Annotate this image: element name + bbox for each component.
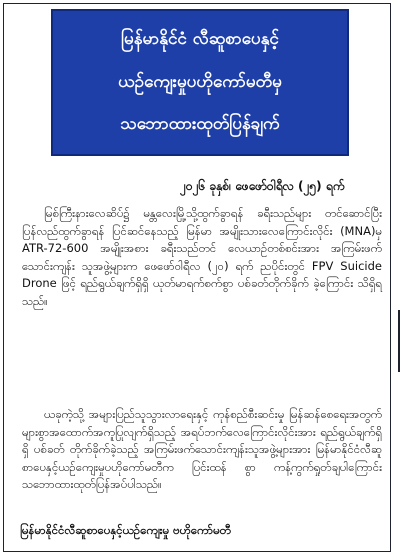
banner-title-line-1: မြန်မာနိုင်ငံ လီဆူစာပေနှင့်	[121, 29, 279, 50]
banner-title-line-2: ယဉ်ကျေးမှုပဟိုကော်မတီမှ	[118, 71, 282, 92]
issuer-signature: မြန်မာနိုင်ငံလီဆူစာပေနှင့်ယဉ်ကျေးမှု ဗဟိုကော်မတီ	[20, 523, 231, 537]
body-paragraph-2: ယခုကဲ့သို့ အများပြည်သူသွားလာရေးနှင့် ကုန်စည်စီးဆင်းမှု မြန်ဆန်စေရေးအတွက် များစွာအထောက်အကူပြုလျက်ရှိသည့် အရပ်ဘက်လေကြောင်းလိုင်းအား ရည်ရွယ်ချက်ရှိရှိ ပစ်ခတ် တိုက်ခိုက်ခဲ့သည့် အကြမ်းဖက်သောင်းကျန်းသူအဖွဲ့များအား မြန်မာနိုင်ငံလီဆူစာပေနှင့်ယဉ်ကျေးမှုပဟိုကော်မတီက ပြင်းထန် စွာ ကန့်ကွက်ရှုတ်ချပါကြောင်း သဘောထားထုတ်ပြန်အပ်ပါသည်။	[22, 407, 382, 491]
page-edge-divider	[398, 310, 400, 372]
banner-title-line-3: သဘောထားထုတ်ပြန်ချက်	[120, 114, 280, 135]
statement-date: ၂၀၂၆ ခုနှစ်၊ ဖေဖော်ဝါရီလ (၂၅) ရက်	[180, 179, 345, 193]
title-banner	[51, 9, 349, 156]
body-paragraph-1: မြစ်ကြီးနားလေဆိပ်၌ မန္တလေးမြို့သို့ထွက်ခွာရန် ခရီးသည်များ တင်ဆောင်ပြီး ပြန်လည်ထွက်ခွာရန် ပြင်ဆင်နေသည့် မြန်မာ အမျိုးသားလေကြောင်းလိုင်း (MNA)မှ ATR-72-600 အမျိုးအစား ခရီးသည်တင် လေယာဉ်တစ်စင်းအား အကြမ်းဖက်သောင်းကျန်း သူအဖွဲ့များက ဖေဖော်ဝါရီလ (၂၀) ရက် ညပိုင်းတွင် FPV Suicide Drone ဖြင့် ရည်ရွယ်ချက်ရှိရှိ ယုတ်မာရက်စက်စွာ ပစ်ခတ်တိုက်ခိုက် ခဲ့ကြောင်း သိရှိရသည်။	[22, 206, 382, 308]
